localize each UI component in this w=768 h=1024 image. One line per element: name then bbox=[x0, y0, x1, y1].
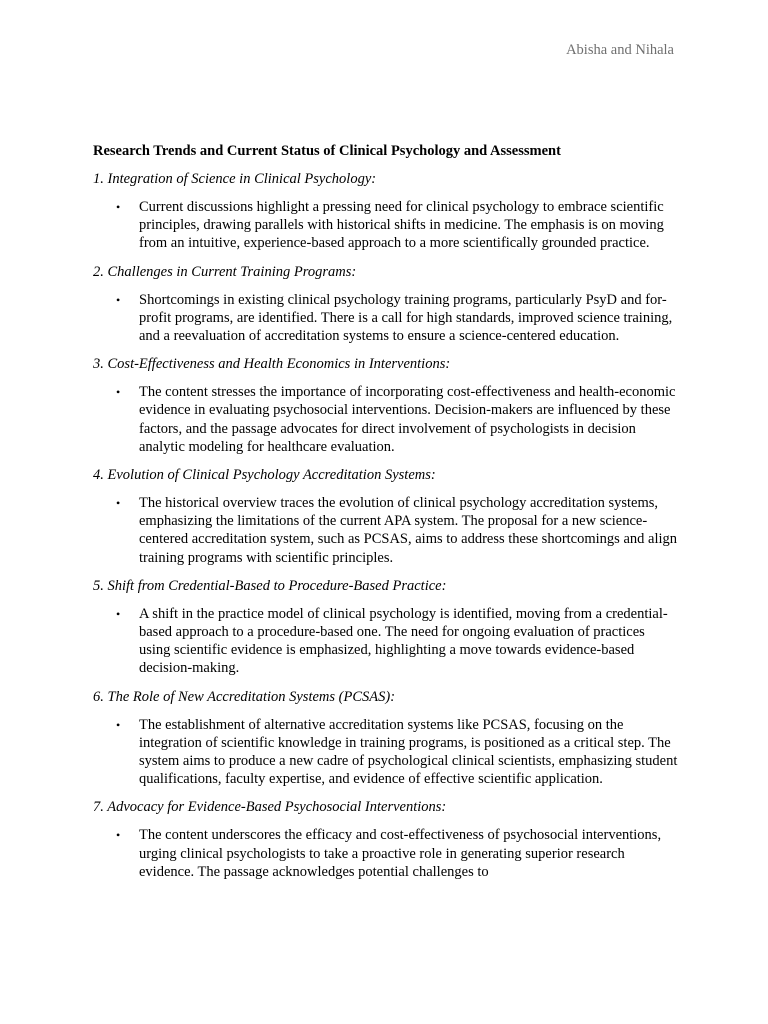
header-author: Abisha and Nihala bbox=[566, 42, 674, 58]
bullet-list bbox=[93, 198, 678, 253]
section-heading: 6. The Role of New Accreditation Systems (PCSAS): bbox=[93, 688, 396, 705]
bullet-list bbox=[93, 383, 678, 456]
bullet-text: The content stresses the importance of incorporating cost-effectiveness and health-economic evidence in evaluating psychosocial interventions. Decision-makers are influenced by these factors, and the passage advocates for direct involvement of psychologists in decision analytic modeling for healthcare evaluation. bbox=[139, 384, 676, 455]
bullet-text: The establishment of alternative accreditation systems like PCSAS, focusing on the integration of scientific knowledge in training programs, is positioned as a critical step. The system aims to produce a new cadre of psychological clinical scientists, emphasizing student qualifications, faculty expertise, and evidence of effective scientific application. bbox=[139, 716, 678, 788]
bullet-text: A shift in the practice model of clinical psychology is identified, moving from a credential-based approach to a procedure-based one. The need for ongoing evaluation of practices using scientific evidence is emphasized, highlighting a move towards evidence-based decision-making. bbox=[139, 605, 668, 677]
bullet-item bbox=[93, 291, 678, 346]
bullet-text: The content underscores the efficacy and cost-effectiveness of psychosocial interventions, urging clinical psychologists to take a proactive role in generating superior research evidence. The passage acknowledges potential challenges to bbox=[139, 827, 662, 880]
bullet-icon: • bbox=[116, 717, 121, 732]
bullet-item bbox=[93, 716, 678, 789]
bullet-list bbox=[93, 716, 678, 789]
section-heading: 7. Advocacy for Evidence-Based Psychosocial Interventions: bbox=[93, 799, 447, 816]
bullet-item bbox=[93, 826, 678, 881]
bullet-item bbox=[93, 383, 678, 456]
bullet-item bbox=[93, 605, 678, 678]
bullet-text: Shortcomings in existing clinical psychology training programs, particularly PsyD and for-profit programs, are identified. There is a call for high standards, improved science training, and a reevaluation of accreditation systems to ensure a science-centered education. bbox=[139, 291, 673, 345]
bullet-icon: • bbox=[116, 385, 121, 400]
document-title: Research Trends and Current Status of Clinical Psychology and Assessment bbox=[93, 143, 561, 159]
bullet-item bbox=[93, 198, 678, 253]
bullet-list bbox=[93, 826, 678, 881]
section-heading: 3. Cost-Effectiveness and Health Economics in Interventions: bbox=[93, 356, 451, 373]
section-heading: 2. Challenges in Current Training Programs: bbox=[93, 263, 357, 280]
section-heading: 1. Integration of Science in Clinical Psychology: bbox=[93, 171, 377, 187]
bullet-icon: • bbox=[116, 606, 121, 621]
section-heading: 5. Shift from Credential-Based to Procedure-Based Practice: bbox=[93, 577, 447, 594]
bullet-text: The historical overview traces the evolution of clinical psychology accreditation systems, emphasizing the limitations of the current APA system. The proposal for a new science-centered accreditation system, such as PCSAS, aims to address these shortcomings and align training programs with scientific principles. bbox=[139, 495, 678, 566]
bullet-list bbox=[93, 605, 678, 678]
bullet-item bbox=[93, 494, 678, 567]
bullet-icon: • bbox=[116, 828, 121, 843]
bullet-icon: • bbox=[116, 200, 121, 214]
bullet-text: Current discussions highlight a pressing need for clinical psychology to embrace scientific principles, drawing parallels with historical shifts in medicine. The emphasis is on moving from an intuitive, experience-based approach to a more scientifically grounded practice. bbox=[139, 199, 664, 252]
bullet-icon: • bbox=[116, 496, 121, 511]
section-heading: 4. Evolution of Clinical Psychology Accreditation Systems: bbox=[93, 467, 436, 484]
bullet-list bbox=[93, 291, 678, 346]
bullet-icon: • bbox=[116, 292, 121, 307]
document-body bbox=[93, 142, 678, 891]
bullet-list bbox=[93, 494, 678, 567]
